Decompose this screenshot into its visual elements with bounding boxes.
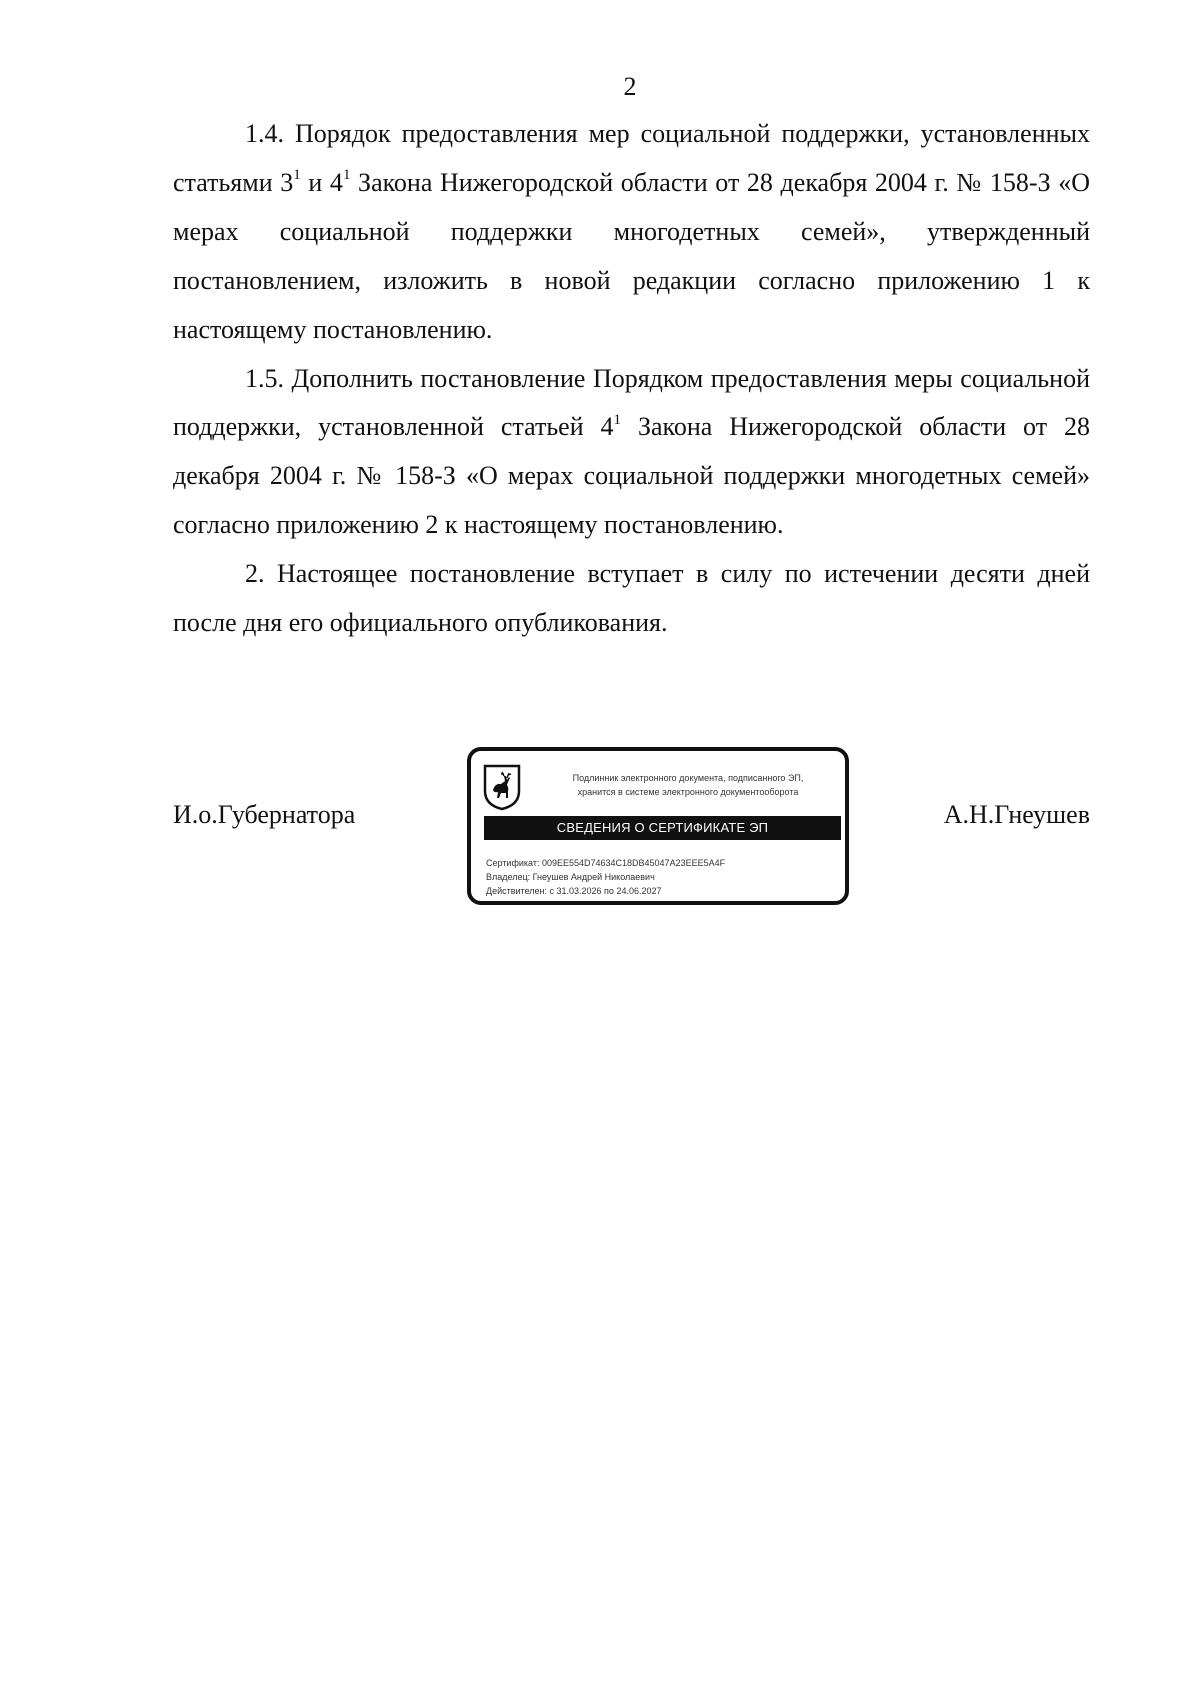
stamp-title-bar: СВЕДЕНИЯ О СЕРТИФИКАТЕ ЭП: [484, 816, 841, 840]
superscript: 1: [293, 167, 301, 184]
superscript: 1: [342, 167, 351, 184]
paragraph-2: 2. Настоящее постановление вступает в силу по истечении десяти дней после дня его официального опубликования.: [173, 559, 1090, 638]
certificate-number: Сертификат: 009EE554D74634C18DB45047A23EEE5A4F: [486, 858, 726, 868]
signatory-position: И.о.Губернатора: [173, 800, 356, 829]
nizhny-novgorod-deer-emblem-icon: [482, 763, 522, 811]
certificate-owner: Владелец: Гнеушев Андрей Николаевич: [486, 872, 655, 882]
stamp-header-line-2: хранится в системе электронного документооборота: [577, 787, 799, 797]
electronic-signature-stamp: [467, 747, 849, 905]
signatory-name: А.Н.Гнеушев: [943, 800, 1090, 829]
stamp-header: [533, 771, 843, 799]
page-number: 2: [623, 72, 637, 101]
superscript: 1: [613, 411, 622, 428]
paragraph-1-4: 1.4. Порядок предоставления мер социальной поддержки, установленных статьями $3^1$ и $4^1$ Закона Нижегородской области от 28 декабря 2004 г. № 158-З «О мерах социальной поддержки многодетных семей», утвержденный постановлением, изложить в новой редакции согласно приложению 1 к настоящему постановлению.: [173, 119, 1091, 344]
stamp-certificate-details: [486, 856, 725, 898]
document-body: [173, 110, 1090, 648]
certificate-validity: Действителен: с 31.03.2026 по 24.06.2027: [486, 886, 662, 896]
stamp-header-line-1: Подлинник электронного документа, подписанного ЭП,: [572, 773, 804, 783]
paragraph-1-5: 1.5. Дополнить постановление Порядком предоставления меры социальной поддержки, установленной статьей $4^1$ Закона Нижегородской области от 28 декабря 2004 г. № 158-З «О мерах социальной поддержки многодетных семей» согласно приложению 2 к настоящему постановлению.: [173, 363, 1090, 540]
